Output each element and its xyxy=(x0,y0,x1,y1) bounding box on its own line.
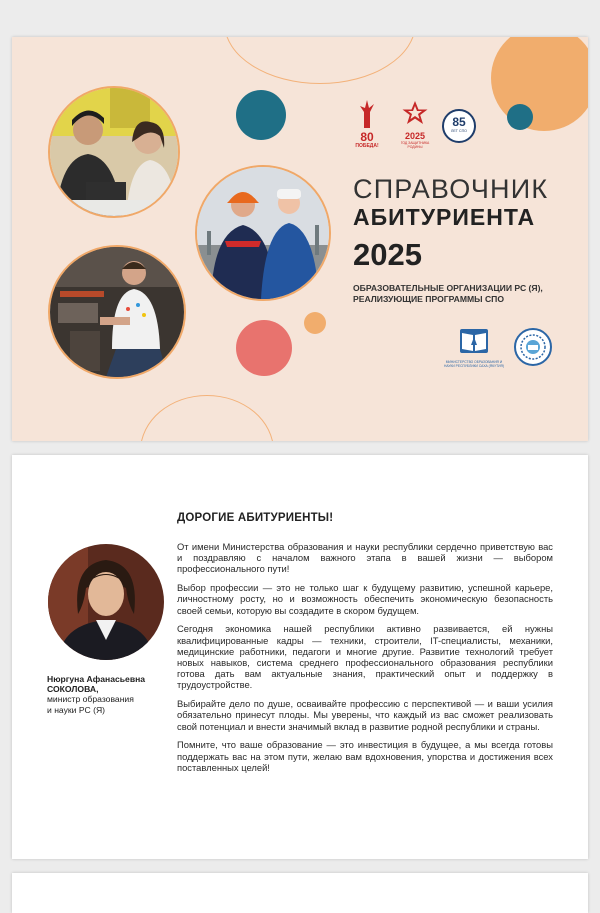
victory-80-text: ПОБЕДА! xyxy=(355,143,379,149)
cover-page xyxy=(12,37,588,441)
cover-subtitle: ОБРАЗОВАТЕЛЬНЫЕ ОРГАНИЗАЦИИ РС (Я), РЕАЛИЗУЮЩИЕ ПРОГРАММЫ СПО xyxy=(353,283,543,304)
ministry-text: МИНИСТЕРСТВО ОБРАЗОВАНИЯ И НАУКИ РЕСПУБЛИКИ САХА (ЯКУТИЯ) xyxy=(443,360,505,368)
open-book-icon xyxy=(442,327,506,355)
next-page xyxy=(12,873,588,913)
cover-title-line1: СПРАВОЧНИК xyxy=(353,174,549,204)
victory-80-number: 80 xyxy=(360,130,374,144)
spo-85-sub: ЛЕТ СПО xyxy=(451,129,467,133)
letter-paragraph: Выбор профессии — это не только шаг к будущему развитию, успешной карьере, личностному росту, но и возможность обеспечить экономическую безопасность своей семьи, которую вы создадите в скором будущем. xyxy=(177,582,553,616)
decor-circle-orange-small xyxy=(304,312,326,334)
photo-students-lab xyxy=(48,86,180,218)
logo-victory-80 xyxy=(352,98,382,154)
cover-title-line2: АБИТУРИЕНТА xyxy=(353,204,536,230)
cover-year: 2025 xyxy=(353,237,422,272)
signature-position-line2: и науки РС (Я) xyxy=(47,704,106,715)
decor-ring-top xyxy=(224,37,416,84)
signature-last-name: СОКОЛОВА, xyxy=(47,684,99,695)
photo-workers-helmets xyxy=(195,165,331,301)
minister-portrait xyxy=(48,544,164,660)
letter-page xyxy=(12,455,588,859)
decor-ring-bottom xyxy=(140,395,274,441)
statue-icon xyxy=(352,98,382,132)
logo-emblem xyxy=(514,328,552,366)
letter-paragraph: Выбирайте дело по душе, осваивайте профессию с перспективой — и ваши усилия обязательно принесут плоды. Мы уверены, что каждый из вас сможет реализовать свой потенциал и внести значимый вклад в развитие родной республики и страны. xyxy=(177,698,553,732)
logo-ministry xyxy=(442,327,506,368)
emblem-icon xyxy=(516,330,550,364)
signature-block xyxy=(47,674,145,715)
signature-first-name: Нюргуна Афанасьевна xyxy=(47,674,146,684)
star-icon xyxy=(402,100,428,126)
decor-circle-coral xyxy=(236,320,292,376)
letter-paragraph: От имени Министерства образования и науки республики сердечно приветствую вас и поздравляю с началом важного этапа в вашей жизни — выбором профессионального пути! xyxy=(177,541,553,575)
photo-student-workshop xyxy=(48,245,186,379)
spo-85-number: 85 xyxy=(452,115,466,129)
letter-paragraph: Помните, что ваше образование — это инвестиция в будущее, а мы всегда готовы поддержать вас на этом пути, желаю вам вдохновения, упорства и достижения всех поставленных целей! xyxy=(177,739,553,773)
signature-position-line1: министр образования xyxy=(47,694,134,705)
letter-heading: ДОРОГИЕ АБИТУРИЕНТЫ! xyxy=(177,512,334,524)
logo-defenders-year xyxy=(397,100,433,154)
letter-paragraph: Сегодня экономика нашей республики активно развивается, ей нужны квалифицированные кадры — техники, строители, IT-специалисты, механики, медицинские работники, педагоги и многие другие. Развитие технологий требует новых навыков, система среднего профессионального образования республики готова дать вам актуальные знания, практический опыт и поддержку в трудоустройстве. xyxy=(177,623,553,691)
letter-body xyxy=(177,541,553,781)
decor-circle-teal-small xyxy=(507,104,533,130)
logo-spo-85 xyxy=(442,109,476,143)
defenders-text: ГОД ЗАЩИТНИКА РОДИНЫ xyxy=(400,141,430,149)
decor-circle-orange-large xyxy=(491,37,588,131)
decor-circle-teal xyxy=(236,90,286,140)
defenders-year: 2025 xyxy=(404,131,426,141)
